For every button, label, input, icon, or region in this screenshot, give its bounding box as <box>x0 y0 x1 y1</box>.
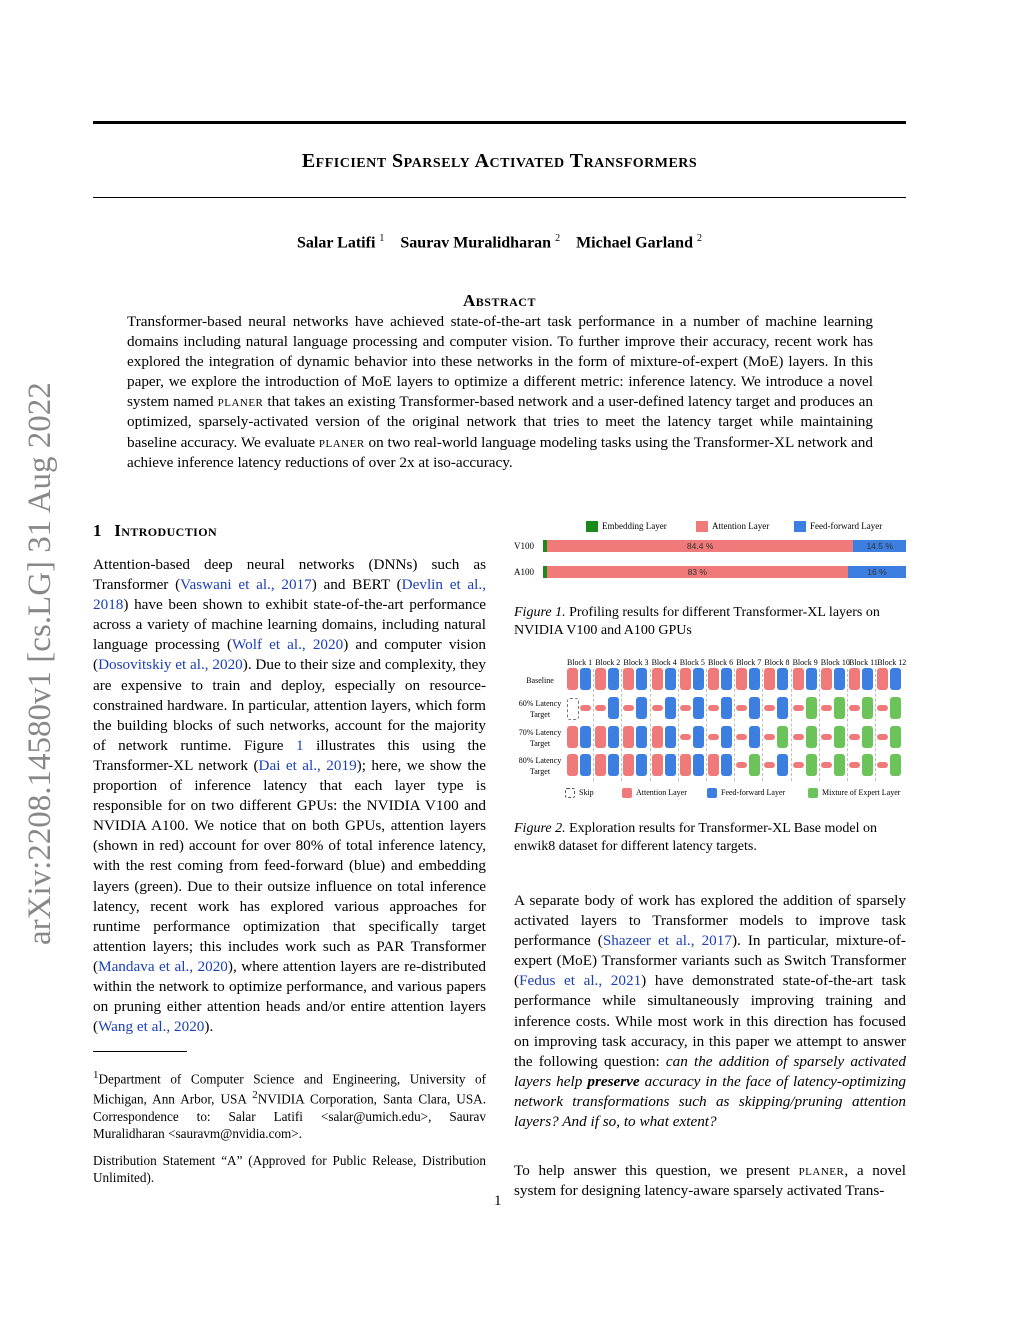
feedforward-cell <box>721 668 732 690</box>
moe-cell <box>777 726 788 748</box>
attention-cell <box>736 668 747 690</box>
attention-cell <box>764 668 775 690</box>
attention-cell-pruned <box>793 705 804 711</box>
attention-cell-pruned <box>877 762 888 768</box>
attention-cell <box>567 668 578 690</box>
block-separator <box>734 669 735 781</box>
attention-cell-pruned <box>764 734 775 740</box>
attention-cell-pruned <box>708 734 719 740</box>
block-label: Block 5 <box>679 658 705 667</box>
attention-cell-pruned <box>849 762 860 768</box>
moe-cell <box>862 697 873 719</box>
block-separator <box>678 669 679 781</box>
feedforward-cell <box>834 668 845 690</box>
author-name: Michael Garland <box>576 234 693 252</box>
attention-cell <box>595 754 606 776</box>
moe-cell <box>749 754 760 776</box>
bar-segment-feed-forward-layer: 16 % <box>848 566 906 578</box>
attention-cell-pruned <box>793 734 804 740</box>
citation-link[interactable]: Devlin et al., 2018 <box>93 576 486 614</box>
attention-cell-pruned <box>821 705 832 711</box>
title-rule-top <box>93 121 906 124</box>
moe-cell <box>806 726 817 748</box>
feedforward-cell <box>721 697 732 719</box>
feedforward-cell <box>608 697 619 719</box>
section-heading: 1 Introduction <box>93 521 218 540</box>
moe-cell <box>834 726 845 748</box>
attention-cell-pruned <box>652 705 663 711</box>
feedforward-cell <box>665 754 676 776</box>
attention-cell <box>680 754 691 776</box>
feedforward-cell <box>777 668 788 690</box>
attention-cell <box>567 754 578 776</box>
attention-cell-pruned <box>708 705 719 711</box>
citation-link[interactable]: Dai et al., 2019 <box>258 756 357 774</box>
right-paragraph-1: A separate body of work has explored the addition of sparsely activated layers to Transformer models to improve task performance (Shazeer et al., 2017). In particular, mixture-of-expert (MoE) Transformer variants such as Switch Transformer (Fedus et al., 2021) have demonstrated state-of-the-art task performance while simultaneously improving training and inference costs. While most work in this direction has focused on improving task accuracy, in this paper we attempt to answer the following question: can the addition of sparsely activated layers help preserve accuracy in the face of latency-optimizing network transformations such as skipping/pruning attention layers? And if so, to what extent? <box>514 892 907 1131</box>
attention-cell <box>708 668 719 690</box>
author-name: Salar Latifi <box>297 234 376 252</box>
attention-cell-pruned <box>623 705 634 711</box>
feedforward-cell <box>693 754 704 776</box>
feedforward-cell <box>580 668 591 690</box>
legend-attention: Attention Layer <box>622 788 687 798</box>
author-list <box>93 233 906 252</box>
system-name: planer <box>798 1162 845 1179</box>
attention-cell-pruned <box>849 705 860 711</box>
feedforward-cell <box>693 697 704 719</box>
feedforward-cell <box>777 754 788 776</box>
block-separator <box>706 669 707 781</box>
bar-segment-attention-layer: 84.4 % <box>547 540 853 552</box>
abstract-heading: Abstract <box>463 291 536 310</box>
page-number: 1 <box>494 1193 502 1209</box>
feedforward-swatch <box>794 521 806 532</box>
attention-cell-pruned <box>680 705 691 711</box>
moe-cell <box>862 754 873 776</box>
attention-cell <box>708 754 719 776</box>
attention-cell-pruned <box>680 734 691 740</box>
author-name: Saurav Muralidharan <box>400 234 552 252</box>
citation-link[interactable]: Vaswani et al., 2017 <box>180 576 312 594</box>
figure-2-caption: Figure 2. Exploration results for Transformer-XL Base model on enwik8 dataset for different latency targets. <box>514 821 878 854</box>
attention-cell <box>680 668 691 690</box>
figure-2-diagram <box>510 655 910 803</box>
block-separator <box>621 669 622 781</box>
feedforward-cell <box>806 668 817 690</box>
citation-link[interactable]: Shazeer et al., 2017 <box>602 932 732 950</box>
block-label: Block 7 <box>736 658 762 667</box>
legend-feedforward: Feed-forward Layer <box>707 788 785 798</box>
attention-cell <box>567 726 578 748</box>
system-name: planer <box>217 393 264 411</box>
affiliation-mark: 2 <box>555 233 561 244</box>
attention-cell <box>623 754 634 776</box>
attention-cell <box>849 668 860 690</box>
embedding-swatch <box>586 521 598 532</box>
feedforward-cell <box>580 726 591 748</box>
legend-attention: Attention Layer <box>696 521 769 532</box>
feedforward-cell <box>665 726 676 748</box>
moe-cell <box>890 754 901 776</box>
block-label: Block 6 <box>708 658 734 667</box>
feedforward-cell <box>636 726 647 748</box>
bar-row-label: A100 <box>514 567 534 577</box>
block-label: Block 2 <box>595 658 621 667</box>
moe-cell <box>806 697 817 719</box>
attention-cell-pruned <box>764 762 775 768</box>
feedforward-cell <box>665 668 676 690</box>
feedforward-cell <box>608 668 619 690</box>
attention-cell-pruned <box>736 705 747 711</box>
attention-cell <box>623 726 634 748</box>
row-label: 80% Latency Target <box>518 756 562 776</box>
attention-cell-pruned <box>736 762 747 768</box>
attention-cell <box>821 668 832 690</box>
intro-paragraph: Attention-based deep neural networks (DNNs) such as Transformer (Vaswani et al., 2017) and BERT (Devlin et al., 2018) have been shown to exhibit state-of-the-art performance across a variety of machine learning domains, including natural language processing (Wolf et al., 2020) and computer vision (Dosovitskiy et al., 2020). Due to their size and complexity, they are expensive to train and deploy, especially on resource-constrained hardware. In particular, attention layers, which form the building blocks of such networks, account for the majority of network runtime. Figure 1 illustrates this using the Transformer-XL network (Dai et al., 2019); here, we show the proportion of inference latency that each layer type is responsible for on two different GPUs: the NVIDIA V100 and NVIDIA A100. We notice that on both GPUs, attention layers (shown in red) account for over 80% of total inference latency, with the rest coming from feed-forward (blue) and embedding layers (green). Due to their outsize influence on total inference latency, recent work has explored various approaches for runtime performance optimization that specifically target attention layers; this includes work such as PAR Transformer (Mandava et al., 2020), where attention layers are re-distributed within the network to optimize performance, and various papers on pruning either attention heads and/or entire attention layers (Wang et al., 2020). <box>93 556 486 1036</box>
arxiv-identifier: arXiv:2208.14580v1 [cs.LG] 31 Aug 2022 <box>22 382 58 945</box>
attention-swatch <box>696 521 708 532</box>
block-label: Block 3 <box>623 658 649 667</box>
moe-cell <box>834 754 845 776</box>
figure-link[interactable]: 1 <box>296 736 304 754</box>
feedforward-cell <box>721 754 732 776</box>
attention-cell <box>623 668 634 690</box>
attention-cell-pruned <box>849 734 860 740</box>
feedforward-cell <box>693 668 704 690</box>
attention-cell-pruned <box>793 762 804 768</box>
affiliation-mark: 2 <box>696 233 702 244</box>
footnote-rule <box>93 1051 187 1052</box>
attention-cell-pruned <box>821 734 832 740</box>
block-label: Block 10 <box>820 658 850 667</box>
block-label: Block 12 <box>877 658 907 667</box>
feedforward-cell <box>721 726 732 748</box>
feedforward-cell <box>749 726 760 748</box>
attention-cell <box>793 668 804 690</box>
block-separator <box>791 669 792 781</box>
row-label: 60% Latency Target <box>518 699 562 719</box>
moe-cell <box>890 697 901 719</box>
moe-cell <box>834 697 845 719</box>
block-label: Block 9 <box>792 658 818 667</box>
attention-cell <box>652 726 663 748</box>
feedforward-cell <box>636 754 647 776</box>
citation-link[interactable]: Dosovitskiy et al., 2020 <box>98 656 243 674</box>
row-label: 70% Latency Target <box>518 728 562 748</box>
row-label: Baseline <box>526 676 554 685</box>
footnote-affiliations: $^1$Department of Computer Science and Engineering, University of Michigan, Ann Arbor, USA $^2$NVIDIA Corporation, Santa Clara, USA. Correspondence to: Salar Latifi <salar@umich.edu>, Saurav Muralidharan <sauravm@nvidia.com>. <box>93 1069 486 1141</box>
block-separator <box>847 669 848 781</box>
block-separator <box>819 669 820 781</box>
legend-feedforward: Feed-forward Layer <box>794 521 882 532</box>
legend-skip: Skip <box>565 788 594 798</box>
paper-title: Efficient Sparsely Activated Transformers <box>301 150 698 172</box>
feedforward-cell <box>580 754 591 776</box>
block-label: Block 1 <box>567 658 593 667</box>
attention-cell <box>595 726 606 748</box>
attention-cell-pruned <box>877 705 888 711</box>
block-label: Block 4 <box>651 658 677 667</box>
feedforward-cell <box>777 697 788 719</box>
attention-cell-pruned <box>736 734 747 740</box>
footnote-distribution: Distribution Statement “A” (Approved for Public Release, Distribution Unlimited). <box>93 1153 486 1185</box>
block-label: Block 8 <box>764 658 790 667</box>
bar-row-label: V100 <box>514 541 534 551</box>
feedforward-cell <box>608 726 619 748</box>
attention-cell-pruned <box>764 705 775 711</box>
citation-link[interactable]: Wolf et al., 2020 <box>232 636 344 654</box>
feedforward-cell <box>693 726 704 748</box>
attention-cell <box>652 754 663 776</box>
feedforward-cell <box>636 697 647 719</box>
attention-cell <box>652 668 663 690</box>
attention-cell-pruned <box>595 705 606 711</box>
block-label: Block 11 <box>849 658 878 667</box>
attention-cell-pruned <box>877 734 888 740</box>
attention-cell-pruned <box>821 762 832 768</box>
moe-cell <box>862 726 873 748</box>
block-separator <box>650 669 651 781</box>
bar-segment-feed-forward-layer: 14.5 % <box>853 540 906 552</box>
skip-cell <box>567 698 579 720</box>
feedforward-cell <box>749 697 760 719</box>
figure-1-caption: Figure 1. Profiling results for different Transformer-XL layers on NVIDIA V100 and A100 GPUs <box>514 605 880 638</box>
attention-cell-pruned <box>580 705 591 711</box>
right-paragraph-2: To help answer this question, we present planer, a novel system for designing latency-aware sparsely activated Trans- <box>514 1162 906 1200</box>
citation-link[interactable]: Fedus et al., 2021 <box>519 972 642 990</box>
moe-cell <box>806 754 817 776</box>
bar-segment-attention-layer: 83 % <box>547 566 848 578</box>
legend-embedding: Embedding Layer <box>586 521 667 532</box>
title-rule-bottom <box>93 197 906 198</box>
citation-link[interactable]: Wang et al., 2020 <box>98 1018 205 1036</box>
figure-1-chart <box>510 515 910 585</box>
feedforward-cell <box>608 754 619 776</box>
feedforward-cell <box>890 668 901 690</box>
block-separator <box>875 669 876 781</box>
feedforward-cell <box>749 668 760 690</box>
attention-cell <box>595 668 606 690</box>
abstract-text: Transformer-based neural networks have achieved state-of-the-art task performance in a number of machine learning domains including natural language processing and computer vision. To further improve their accuracy, recent work has explored the integration of dynamic behavior into these networks in the form of mixture-of-expert (MoE) layers. In this paper, we explore the introduction of MoE layers to optimize a different metric: inference latency. We introduce a novel system named planer that takes an existing Transformer-based network and a user-defined latency target and produces an optimized, sparsely-activated version of the original network that tries to meet the latency target while maintaining baseline accuracy. We evaluate planer on two real-world language modeling tasks using the Transformer-XL network and achieve inference latency reductions of over 2x at iso-accuracy. <box>127 313 873 471</box>
moe-cell <box>890 726 901 748</box>
feedforward-cell <box>636 668 647 690</box>
feedforward-cell <box>862 668 873 690</box>
citation-link[interactable]: Mandava et al., 2020 <box>98 957 228 975</box>
affiliation-mark: 1 <box>379 233 385 244</box>
block-separator <box>593 669 594 781</box>
block-separator <box>762 669 763 781</box>
attention-cell <box>877 668 888 690</box>
system-name: planer <box>318 433 365 451</box>
legend-moe: Mixture of Expert Layer <box>808 788 900 798</box>
feedforward-cell <box>665 697 676 719</box>
